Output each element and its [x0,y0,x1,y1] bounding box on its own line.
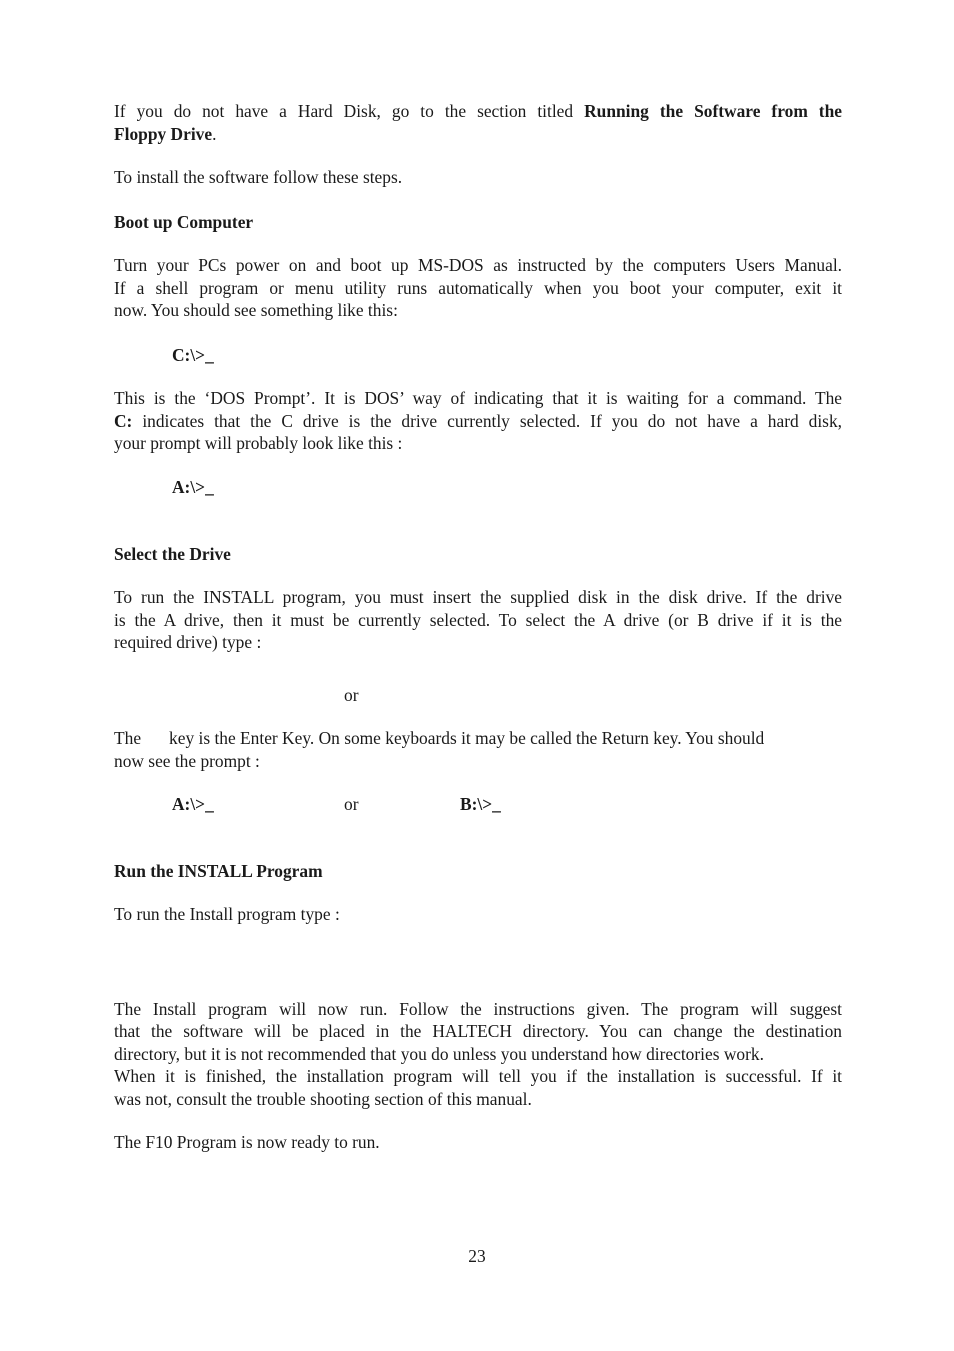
boot-para-line-2: If a shell program or menu utility runs automatically when you boot your computer, exit it [114,278,842,298]
or-separator: or [344,685,359,705]
run-install-type-text: To run the Install program type : [114,904,340,924]
prompt-a-drive-selected: A:\>_ [172,794,214,814]
enter-key-line-1 [114,727,842,750]
heading-run-install-program: Run the INSTALL Program [114,861,323,881]
boot-para-line-1: Turn your PCs power on and boot up MS-DOS as instructed by the computers Users Manual. [114,255,842,275]
install-para-line-4: When it is finished, the installation program will tell you if the installation is successful. If it [114,1066,842,1086]
prompt-b-drive-selected: B:\>_ [460,794,501,814]
dos-prompt-line-2 [114,410,842,433]
dos-prompt-line-3: your prompt will probably look like this : [114,433,403,453]
program-ready-text: The F10 Program is now ready to run. [114,1132,380,1152]
section-reference-end: Floppy Drive [114,124,213,144]
intro-period: . [212,124,217,144]
select-para-line-1: To run the INSTALL program, you must insert the supplied disk in the disk drive. If the drive [114,587,842,607]
select-para-line-2: is the A drive, then it must be currently selected. To select the A drive (or B drive if it is the [114,610,842,630]
enter-key-text: key is the Enter Key. On some keyboards it may be called the Return key. You should [169,728,765,748]
prompt-a-drive: A:\>_ [172,477,214,497]
select-para-line-3: required drive) type : [114,632,262,652]
or-separator-prompts: or [344,794,359,814]
install-para-line-1: The Install program will now run. Follow the instructions given. The program will suggest [114,999,842,1019]
page-number: 23 [468,1246,486,1266]
install-steps-text: To install the software follow these steps. [114,167,403,187]
heading-select-the-drive: Select the Drive [114,544,231,564]
boot-para-line-3: now. You should see something like this: [114,300,398,320]
install-para-line-5: was not, consult the trouble shooting section of this manual. [114,1089,532,1109]
section-reference: Running the Software from the [584,101,842,121]
enter-key-the: The [114,728,142,748]
c-drive-label: C: [114,411,133,431]
install-para-line-3: directory, but it is not recommended that you do unless you understand how directories work. [114,1044,764,1064]
dos-prompt-line-1: This is the ‘DOS Prompt’. It is DOS’ way of indicating that it is waiting for a command. The [114,388,842,408]
intro-line-2 [114,123,842,146]
install-para-line-2: that the software will be placed in the HALTECH directory. You can change the destination [114,1021,842,1041]
dos-prompt-line-2-text: indicates that the C drive is the drive currently selected. If you do not have a hard disk, [142,411,842,431]
prompt-c-drive: C:\>_ [172,345,214,365]
intro-text: If you do not have a Hard Disk, go to the section titled [114,101,574,121]
heading-boot-up-computer: Boot up Computer [114,212,254,232]
enter-key-line-2: now see the prompt : [114,751,260,771]
intro-line-1 [114,100,842,123]
